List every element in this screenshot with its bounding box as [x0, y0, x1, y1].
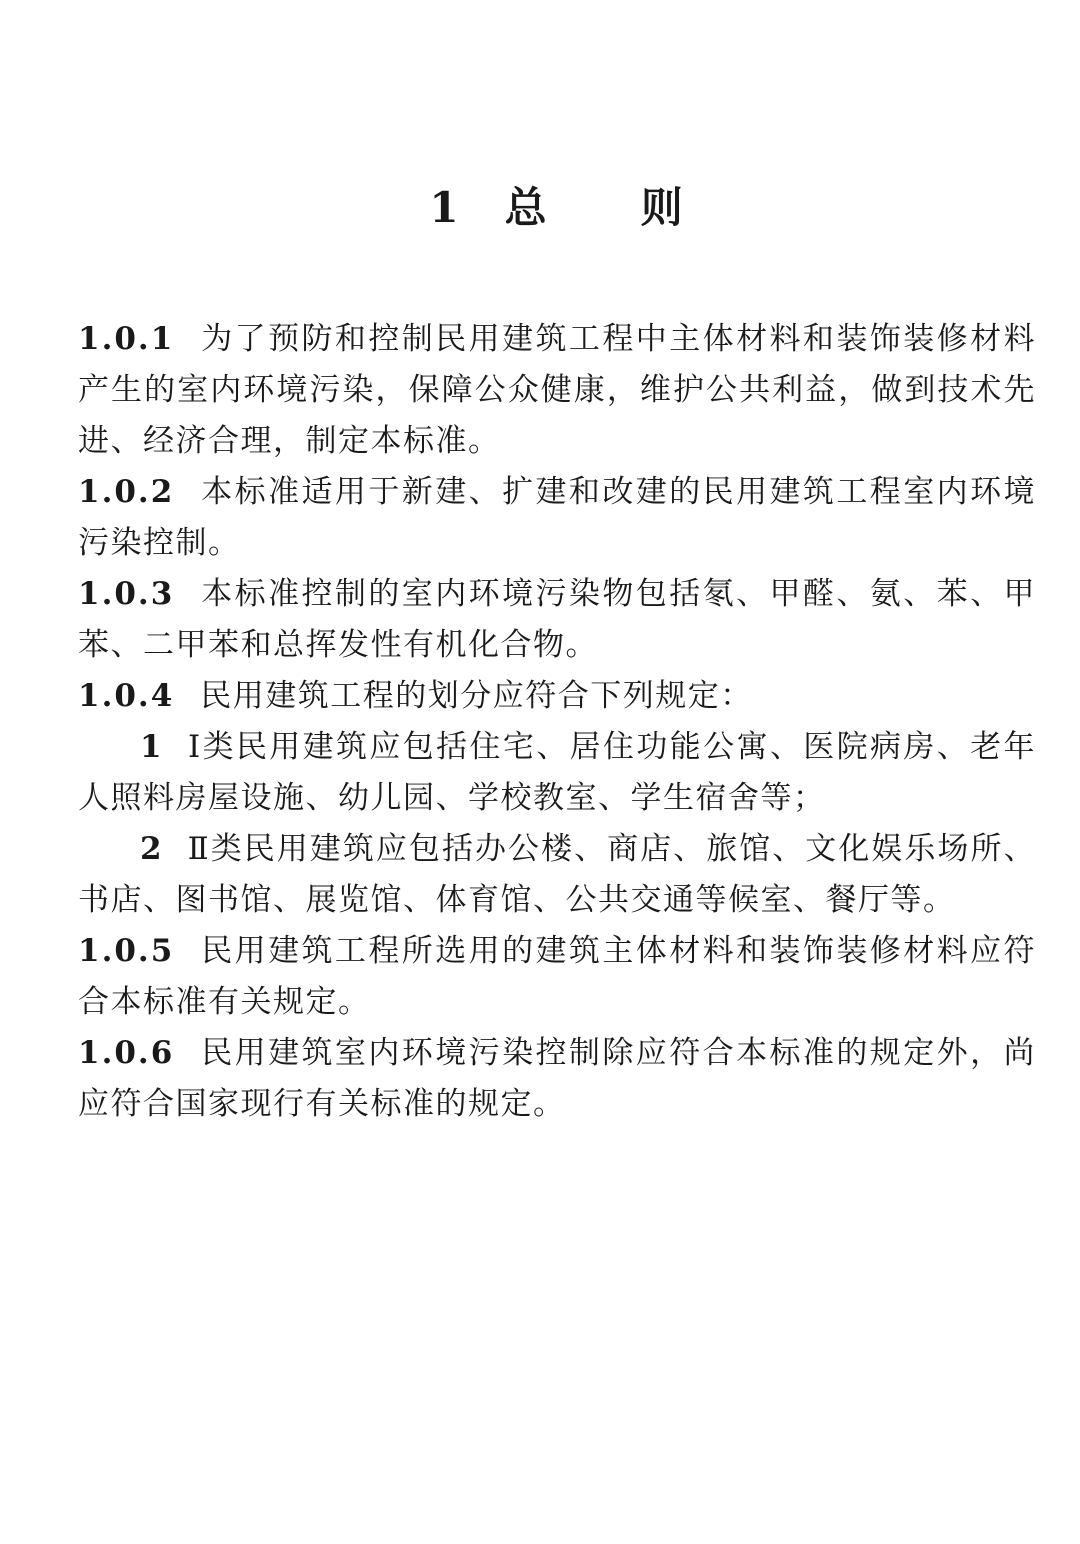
clause-text: 民用建筑工程所选用的建筑主体材料和装饰装修材料应符合本标准有关规定。: [78, 933, 1036, 1020]
clause-number: 1.0.6: [78, 1035, 175, 1071]
clause-number: 1.0.5: [78, 933, 175, 969]
clause-1-0-5: [78, 926, 1036, 1028]
chapter-number: 1: [429, 183, 461, 233]
clause-1-0-4: [78, 671, 1036, 722]
item-text: Ⅰ类民用建筑应包括住宅、居住功能公寓、医院病房、老年人照料房屋设施、幼儿园、学校教室、学生宿舍等；: [78, 729, 1036, 816]
clause-number: 1.0.1: [78, 321, 175, 357]
clause-text: 民用建筑室内环境污染控制除应符合本标准的规定外，尚应符合国家现行有关标准的规定。: [78, 1035, 1036, 1122]
item-text: Ⅱ类民用建筑应包括办公楼、商店、旅馆、文化娱乐场所、书店、图书馆、展览馆、体育馆、公共交通等候室、餐厅等。: [78, 831, 1036, 918]
chapter-title-word-2: 则: [640, 183, 685, 233]
chapter-title-word-1: 总: [504, 183, 549, 233]
clause-list: [78, 314, 1036, 1130]
clause-number: 1.0.3: [78, 576, 175, 612]
clause-1-0-6: [78, 1028, 1036, 1130]
clause-text: 本标准适用于新建、扩建和改建的民用建筑工程室内环境污染控制。: [78, 474, 1036, 561]
clause-1-0-3: [78, 569, 1036, 671]
clause-number: 1.0.2: [78, 474, 175, 510]
clause-text: 本标准控制的室内环境污染物包括氡、甲醛、氨、苯、甲苯、二甲苯和总挥发性有机化合物。: [78, 576, 1036, 663]
chapter-title: [78, 178, 1036, 238]
clause-text: 为了预防和控制民用建筑工程中主体材料和装饰装修材料产生的室内环境污染，保障公众健康，维护公共利益，做到技术先进、经济合理，制定本标准。: [78, 321, 1036, 459]
item-number: 1: [140, 729, 164, 765]
item-number: 2: [140, 831, 164, 867]
clause-text: 民用建筑工程的划分应符合下列规定：: [200, 678, 753, 714]
clause-1-0-4-item-1: [78, 722, 1036, 824]
clause-1-0-2: [78, 467, 1036, 569]
clause-1-0-4-item-2: [78, 824, 1036, 926]
clause-1-0-1: [78, 314, 1036, 467]
clause-number: 1.0.4: [78, 678, 175, 714]
